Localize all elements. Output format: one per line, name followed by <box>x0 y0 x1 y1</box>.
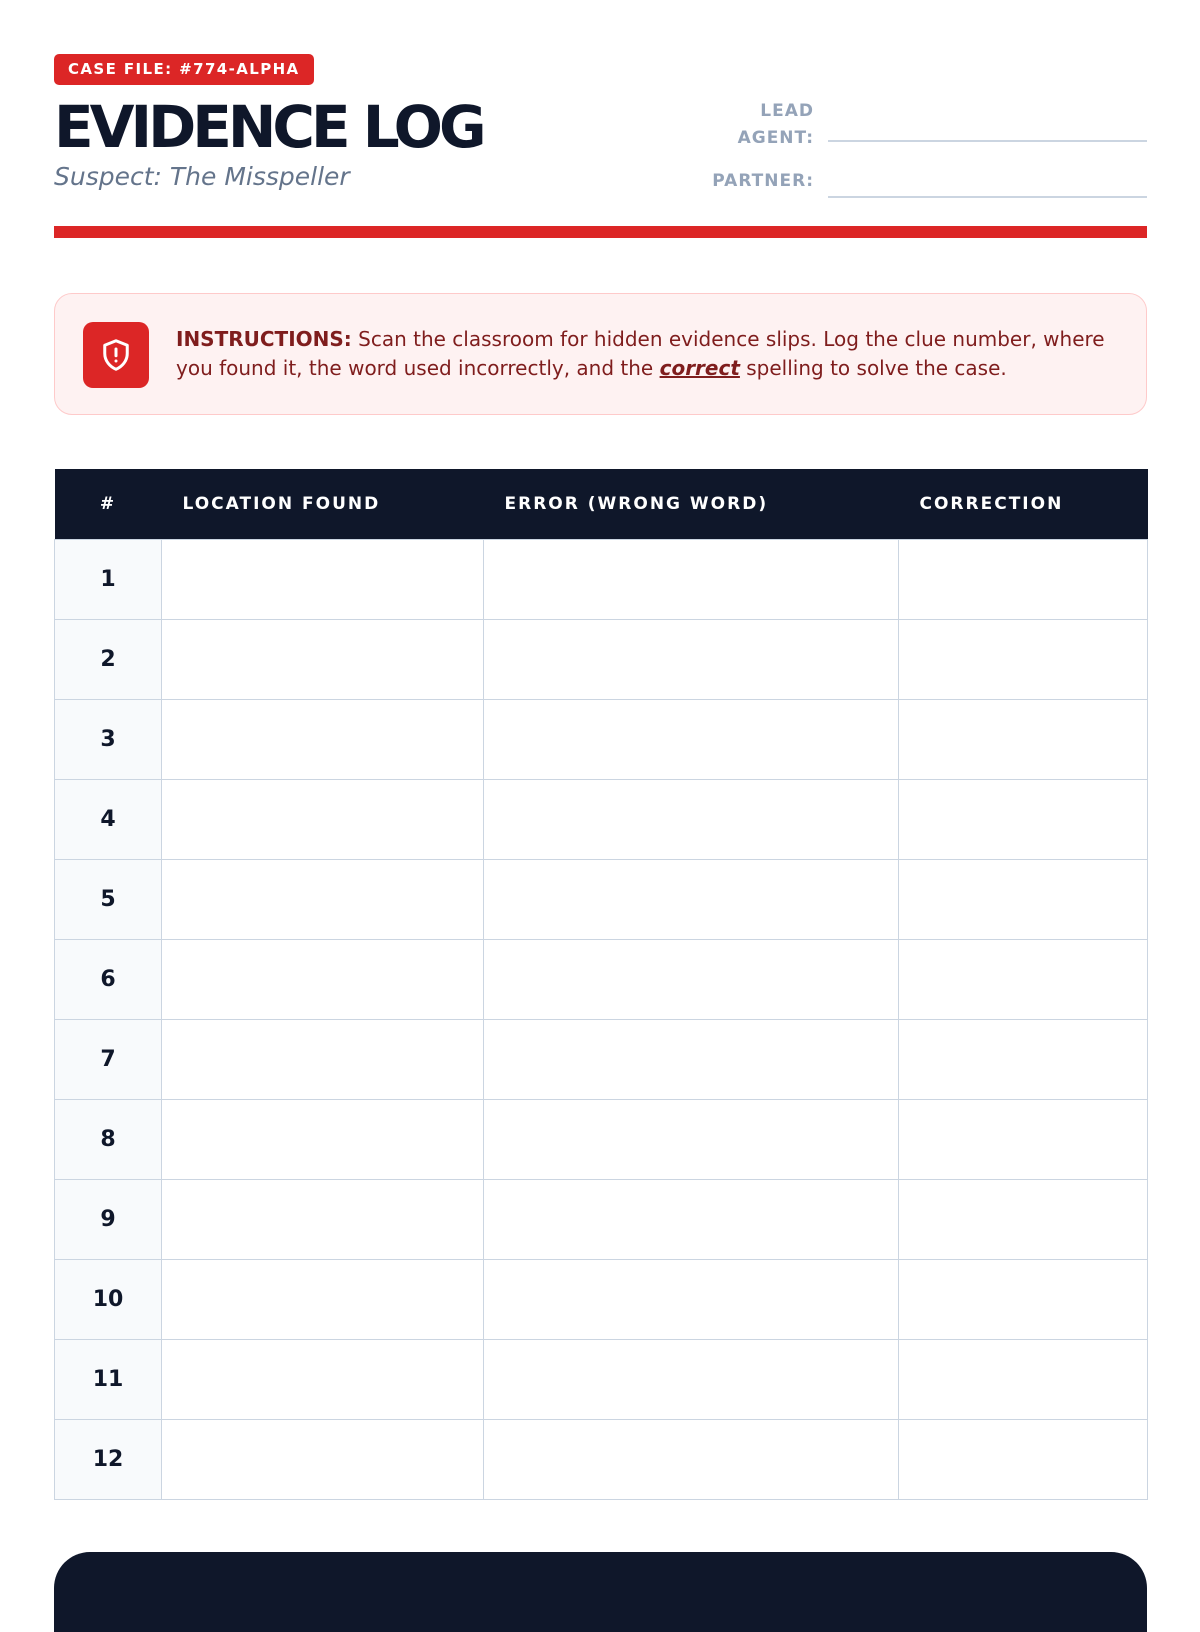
instructions-text <box>176 325 1106 383</box>
location-cell[interactable] <box>162 1340 484 1420</box>
row-number: 9 <box>55 1180 162 1260</box>
instructions-body-end: spelling to solve the case. <box>739 356 1007 380</box>
lead-agent-field[interactable] <box>828 140 1147 142</box>
location-cell[interactable] <box>162 1180 484 1260</box>
row-number: 10 <box>55 1260 162 1340</box>
correction-cell[interactable] <box>899 540 1148 620</box>
table-row <box>55 540 1148 620</box>
case-file-badge: CASE FILE: #774-ALPHA <box>54 54 314 85</box>
column-header-error: ERROR (WRONG WORD) <box>484 469 899 540</box>
error-cell[interactable] <box>484 1100 899 1180</box>
table-row <box>55 1020 1148 1100</box>
instructions-lead: INSTRUCTIONS: <box>176 327 352 351</box>
row-number: 8 <box>55 1100 162 1180</box>
table-header-row <box>55 469 1148 540</box>
row-number: 2 <box>55 620 162 700</box>
table-row <box>55 1340 1148 1420</box>
row-number: 3 <box>55 700 162 780</box>
location-cell[interactable] <box>162 1420 484 1500</box>
row-number: 7 <box>55 1020 162 1100</box>
error-cell[interactable] <box>484 860 899 940</box>
correction-cell[interactable] <box>899 1420 1148 1500</box>
partner-field[interactable] <box>828 196 1147 198</box>
header-divider <box>54 226 1147 238</box>
error-cell[interactable] <box>484 620 899 700</box>
location-cell[interactable] <box>162 780 484 860</box>
location-cell[interactable] <box>162 860 484 940</box>
location-cell[interactable] <box>162 1020 484 1100</box>
correction-cell[interactable] <box>899 620 1148 700</box>
column-header-correction: CORRECTION <box>899 469 1148 540</box>
table-row <box>55 940 1148 1020</box>
correction-cell[interactable] <box>899 700 1148 780</box>
row-number: 12 <box>55 1420 162 1500</box>
error-cell[interactable] <box>484 780 899 860</box>
instructions-body-start: Scan the classroom for hidden evidence slips. Log the clue number, where you found it, the word used incorrectly, and the <box>176 327 1105 380</box>
partner-label: PARTNER: <box>712 171 814 191</box>
worksheet-page <box>54 0 1147 1600</box>
error-cell[interactable] <box>484 700 899 780</box>
correction-cell[interactable] <box>899 1260 1148 1340</box>
table-row <box>55 1180 1148 1260</box>
suspect-subtitle: Suspect: The Misspeller <box>54 162 350 191</box>
correction-cell[interactable] <box>899 780 1148 860</box>
row-number: 11 <box>55 1340 162 1420</box>
evidence-table-body <box>55 540 1148 1500</box>
table-row <box>55 780 1148 860</box>
lead-agent-label <box>614 98 814 152</box>
shield-alert-icon <box>83 322 149 388</box>
location-cell[interactable] <box>162 940 484 1020</box>
table-row <box>55 1260 1148 1340</box>
column-header-location: LOCATION FOUND <box>162 469 484 540</box>
correction-cell[interactable] <box>899 1020 1148 1100</box>
table-row <box>55 700 1148 780</box>
lead-agent-label-line2: AGENT: <box>737 128 814 148</box>
error-cell[interactable] <box>484 1420 899 1500</box>
instructions-emphasis: correct <box>659 356 740 380</box>
correction-cell[interactable] <box>899 940 1148 1020</box>
row-number: 5 <box>55 860 162 940</box>
correction-cell[interactable] <box>899 860 1148 940</box>
row-number: 1 <box>55 540 162 620</box>
error-cell[interactable] <box>484 540 899 620</box>
error-cell[interactable] <box>484 1180 899 1260</box>
error-cell[interactable] <box>484 1020 899 1100</box>
location-cell[interactable] <box>162 540 484 620</box>
row-number: 4 <box>55 780 162 860</box>
evidence-table <box>54 469 1148 1500</box>
table-row <box>55 860 1148 940</box>
error-cell[interactable] <box>484 940 899 1020</box>
location-cell[interactable] <box>162 620 484 700</box>
page-title: EVIDENCE LOG <box>54 93 483 161</box>
location-cell[interactable] <box>162 1100 484 1180</box>
table-row <box>55 620 1148 700</box>
column-header-number: # <box>55 469 162 540</box>
lead-agent-label-line1: LEAD <box>760 101 814 121</box>
location-cell[interactable] <box>162 1260 484 1340</box>
location-cell[interactable] <box>162 700 484 780</box>
error-cell[interactable] <box>484 1340 899 1420</box>
correction-cell[interactable] <box>899 1340 1148 1420</box>
table-row <box>55 1420 1148 1500</box>
footer-bar <box>54 1552 1147 1632</box>
table-row <box>55 1100 1148 1180</box>
correction-cell[interactable] <box>899 1180 1148 1260</box>
error-cell[interactable] <box>484 1260 899 1340</box>
correction-cell[interactable] <box>899 1100 1148 1180</box>
row-number: 6 <box>55 940 162 1020</box>
instructions-box <box>54 293 1147 415</box>
